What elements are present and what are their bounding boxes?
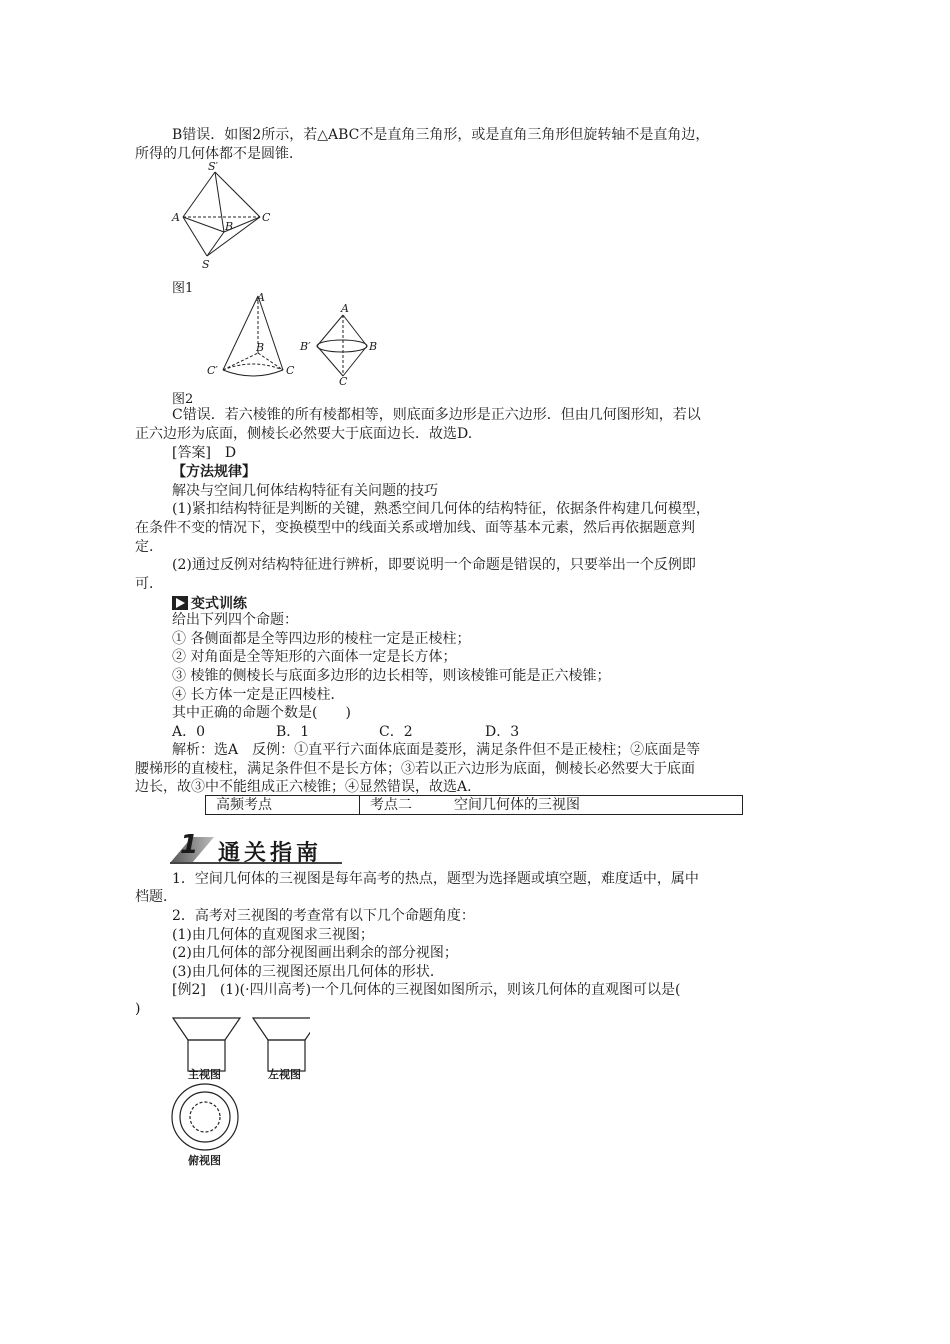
- practice-tag-label: 变式训练: [191, 596, 247, 612]
- answer-line: [答案] D: [172, 445, 237, 461]
- figure-2-cones: [205, 290, 380, 385]
- question-intro: 给出下列四个命题：: [172, 612, 298, 628]
- label-s-prime: S′: [208, 160, 219, 173]
- figure-1-caption: 图1: [172, 281, 194, 296]
- method-1-line1: (1)紧扣结构特征是判断的关键，熟悉空间几何体的结构特征，依据条件构建几何模型，: [172, 501, 710, 517]
- label-s: S: [202, 258, 210, 270]
- three-view-top: [170, 1082, 242, 1154]
- example-line1: [例2] (1)(·四川高考)一个几何体的三视图如图所示，则该几何体的直观图可以是(: [172, 982, 681, 998]
- play-triangle-icon: [172, 596, 188, 610]
- figure-1-double-cone: [168, 160, 278, 270]
- label-a: A: [257, 291, 265, 304]
- method-title: 【方法规律】: [172, 464, 256, 480]
- outer-circle: [172, 1084, 238, 1150]
- hidden-circle: [190, 1102, 220, 1132]
- guide-1-line2: 档题．: [135, 889, 177, 905]
- edge-sp-c: [215, 172, 260, 217]
- label-b: B: [225, 220, 234, 233]
- option-b: B．1: [276, 724, 310, 740]
- proposition-4: ④ 长方体一定是正四棱柱．: [172, 687, 345, 703]
- label-c-prime: C′: [207, 364, 218, 377]
- left-top-trapezoid: [253, 1018, 310, 1040]
- edge-sp-b: [215, 172, 224, 232]
- front-top-trapezoid: [173, 1018, 240, 1040]
- guide-2: 2．高考对三视图的考查常有以下几个命题角度：: [172, 908, 475, 924]
- left-view-label: 左视图: [268, 1068, 301, 1081]
- solution-line3: 边长，故③中不能组成正六棱锥；④显然错误，故选A.: [135, 779, 472, 795]
- proposition-1: ① 各侧面都是全等四边形的棱柱一定是正棱柱；: [172, 631, 471, 647]
- option-a: A．0: [172, 724, 206, 740]
- figure-2-caption: 图2: [172, 392, 194, 407]
- label-c-right: C: [339, 375, 348, 385]
- top-view-label: 俯视图: [188, 1154, 221, 1167]
- guide-2-item3: (3)由几何体的三视图还原出几何体的形状．: [172, 964, 444, 980]
- proposition-2: ② 对角面是全等矩形的六面体一定是长方体；: [172, 649, 457, 665]
- label-a-right: A: [341, 302, 349, 315]
- label-b-right: B: [369, 340, 378, 353]
- method-1-line2: 在条件不变的情况下，变换模型中的线面关系或增加线、面等基本元素，然后再依据题意判: [135, 520, 695, 536]
- banner-title: 通关指南: [218, 841, 323, 866]
- guide-1-line1: 1．空间几何体的三视图是每年高考的热点，题型为选择题或填空题，难度适中，属中: [172, 871, 699, 887]
- method-2-line2: 可．: [135, 576, 163, 592]
- front-view-label: 主视图: [188, 1068, 221, 1081]
- method-subtitle: 解决与空间几何体结构特征有关问题的技巧: [172, 483, 438, 499]
- paragraph-c-error-line2: 正六边形为底面，侧棱长必然要大于底面边长．故选D.: [135, 426, 473, 442]
- paragraph-b-error-line2: 所得的几何体都不是圆锥．: [135, 146, 303, 162]
- guide-2-item1: (1)由几何体的直观图求三视图；: [172, 927, 374, 943]
- topic-category: 高频考点: [206, 796, 360, 814]
- example-line2: ): [135, 1001, 141, 1017]
- label-c: C: [286, 364, 295, 377]
- option-d: D．3: [485, 724, 520, 740]
- banner-number-text: 1: [180, 830, 199, 860]
- topic-title: 考点二 空间几何体的三视图: [370, 797, 580, 813]
- proposition-3: ③ 棱锥的侧棱长与底面多边形的边长相等，则该棱锥可能是正六棱锥；: [172, 668, 611, 684]
- middle-circle: [180, 1092, 230, 1142]
- guide-2-item2: (2)由几何体的部分视图画出剩余的部分视图；: [172, 945, 458, 961]
- question-ask: 其中正确的命题个数是( ): [172, 705, 351, 721]
- label-a: A: [172, 211, 180, 224]
- label-b-prime: B′: [300, 340, 311, 353]
- paragraph-c-error-line1: C错误．若六棱锥的所有棱都相等，则底面多边形是正六边形．但由几何图形知，若以: [172, 407, 701, 423]
- paragraph-b-error-line1: B错误．如图2所示，若△ABC不是直角三角形，或是直角三角形但旋转轴不是直角边，: [172, 127, 710, 143]
- option-c: C．2: [379, 724, 413, 740]
- method-2-line1: (2)通过反例对结构特征进行辨析，即要说明一个命题是错误的，只要举出一个反例即: [172, 557, 696, 573]
- label-b: B: [256, 341, 265, 354]
- label-c: C: [262, 211, 271, 224]
- solution-line1: 解析：选A 反例：①直平行六面体底面是菱形，满足条件但不是正棱柱；②底面是等: [172, 742, 701, 758]
- edge-a-b: [183, 217, 224, 232]
- method-1-line3: 定.: [135, 539, 154, 555]
- solution-line2: 腰梯形的直棱柱，满足条件但不是长方体；③若以正六边形为底面，侧棱长必然要大于底面: [135, 761, 695, 777]
- edge-b-s: [207, 232, 224, 256]
- edge-sp-a: [183, 172, 215, 217]
- topic-header-box: [205, 795, 743, 815]
- edge-a-s: [183, 217, 207, 256]
- edge-c-s: [207, 217, 260, 256]
- practice-tag: [172, 593, 247, 613]
